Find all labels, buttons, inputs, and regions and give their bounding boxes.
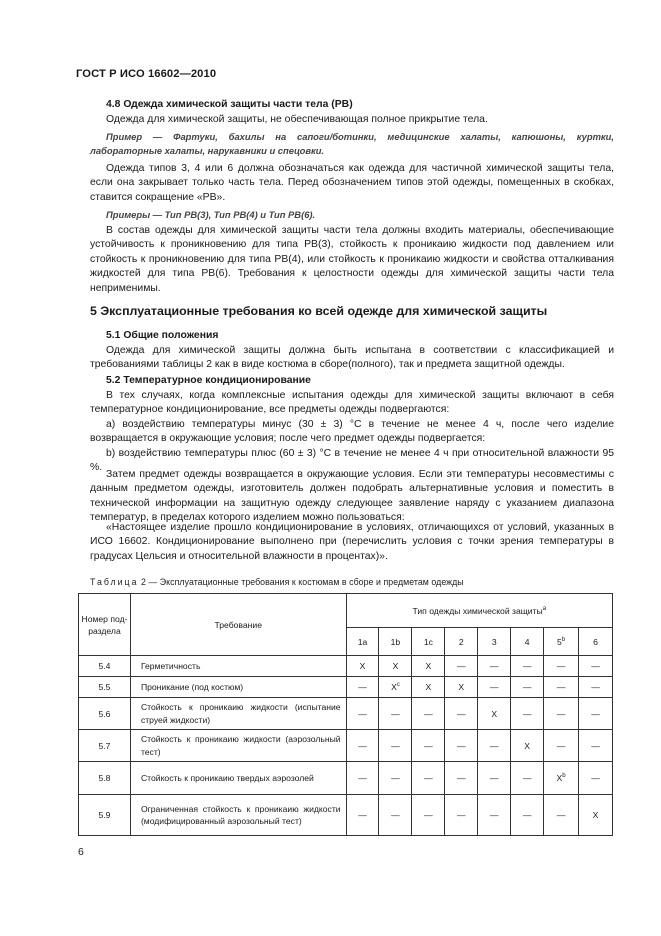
table-type-col — [544, 628, 579, 656]
table-type-col: 3 — [478, 628, 511, 656]
row-requirement: Проникание (под костюм) — [130, 677, 346, 698]
row-cell: — — [412, 795, 445, 836]
section-5-2-quote: «Настоящее изделие прошло кондиционирование в условиях, отличающихся от условий, указанных в ИСО 16602. Кондиционирование выполнено при (перечислить условия с точки зрения температуры в градусах Цельсия и относительной влажности в процентах)». — [90, 522, 614, 562]
section-5-2-item-b: b) воздействию температуры плюс (60 ± 3) °С в течение не менее 4 ч при относительной влажности 95 %. — [90, 448, 614, 474]
row-cell: — — [346, 698, 379, 730]
document-header: ГОСТ Р ИСО 16602—2010 — [76, 68, 217, 80]
row-cell: — — [511, 656, 544, 677]
table-type-col: 4 — [511, 628, 544, 656]
row-number: 5.5 — [79, 677, 131, 698]
table-type-col: 1b — [379, 628, 412, 656]
row-cell: — — [478, 730, 511, 762]
row-cell: X — [412, 656, 445, 677]
row-cell: — — [511, 698, 544, 730]
row-requirement: Герметичность — [130, 656, 346, 677]
table-header-types-label: Тип одежды химической защиты — [412, 605, 543, 616]
row-number: 5.7 — [79, 730, 131, 762]
table-row — [79, 656, 613, 677]
cell-footnote-b: b — [562, 773, 566, 779]
table-row — [79, 698, 613, 730]
row-requirement: Ограниченная стойкость к проникаию жидкости (модифицированный аэрозольный тест) — [130, 795, 346, 836]
section-5-2-item-a: a) воздействию температуры минус (30 ± 3) °С в течение не менее 4 ч, после чего изделие возвращается в окружающие условия; после чего предмет одежды подвергается: — [90, 419, 614, 445]
row-cell: X — [478, 698, 511, 730]
row-number: 5.8 — [79, 762, 131, 795]
row-cell: — — [579, 698, 613, 730]
row-cell: X — [412, 677, 445, 698]
cell-footnote-c: c — [396, 682, 400, 688]
row-cell: — — [379, 730, 412, 762]
page-number: 6 — [78, 846, 84, 858]
row-cell: — — [544, 730, 579, 762]
table-header-types-sup: a — [542, 605, 547, 612]
row-cell: — — [478, 677, 511, 698]
table-header-requirement: Требование — [130, 594, 346, 656]
row-number: 5.6 — [79, 698, 131, 730]
row-cell: — — [346, 677, 379, 698]
row-cell: — — [511, 795, 544, 836]
row-cell: — — [579, 656, 613, 677]
row-cell: — — [379, 795, 412, 836]
section-4-8-paragraph-2: Одежда типов 3, 4 или 6 должна обозначаться как одежда для частичной химической защиты тела, если она закрывает только часть тела. Перед обозначением типов этой одежды, помещенных в скобках, ставится сокращение «PB». — [90, 163, 614, 203]
table-row — [79, 795, 613, 836]
row-cell: X — [579, 795, 613, 836]
row-cell: — — [478, 795, 511, 836]
section-4-8-example: Пример — Фартуки, бахилы на сапоги/ботинки, медицинские халаты, капюшоны, куртки, лабораторные халаты, нарукавники и спецовки. — [90, 131, 614, 157]
row-cell: — — [544, 656, 579, 677]
row-cell: — — [412, 698, 445, 730]
row-cell: X — [511, 730, 544, 762]
row-cell: — — [346, 795, 379, 836]
table-type-5-sup: b — [561, 636, 566, 643]
section-5-2-paragraph-2: Затем предмет одежды возвращается в окружающие условия. Если эти температуры несовместимы с данным предметом одежды, изготовитель должен подобрать альтернативные условия и поместить в технической информации на защитную одежду следующее заявление наряду с указанием диапазона температур, в пределах которого изделием можно пользоваться: — [90, 469, 614, 524]
section-5-1-paragraph: Одежда для химической защиты должна быть испытана в соответствии с классификацией и требованиями таблицы 2 как в виде костюма в сборе(полного), так и предмета защитной одежды. — [90, 345, 614, 371]
row-cell: X — [346, 656, 379, 677]
row-cell: — — [412, 730, 445, 762]
table-caption-text: 2 — Эксплуатационные требования к костюмам в сборе и предметам одежды — [141, 577, 464, 587]
row-cell: — — [445, 656, 478, 677]
row-cell: — — [544, 677, 579, 698]
table-type-col: 1a — [346, 628, 379, 656]
row-cell: — — [346, 762, 379, 795]
row-cell: — — [544, 795, 579, 836]
table-row — [79, 762, 613, 795]
row-cell — [379, 677, 412, 698]
table-caption — [90, 577, 464, 587]
section-5-1-heading: 5.1 Общие положения — [106, 330, 219, 341]
table-header-types — [346, 594, 612, 628]
requirements-table — [78, 593, 613, 836]
row-cell-value: X — [391, 682, 397, 692]
row-requirement: Стойкость к проникаию жидкости (испытание струей жидкости) — [130, 698, 346, 730]
table-caption-word: Таблица — [90, 577, 139, 587]
row-cell: — — [445, 762, 478, 795]
row-requirement: Стойкость к проникаию твердых аэрозолей — [130, 762, 346, 795]
row-cell: — — [379, 698, 412, 730]
section-5-heading: 5 Эксплуатационные требования ко всей одежде для химической защиты — [90, 304, 548, 318]
row-cell: — — [579, 677, 613, 698]
row-cell: X — [379, 656, 412, 677]
section-5-2-heading: 5.2 Температурное кондиционирование — [106, 375, 311, 386]
row-cell: — — [379, 762, 412, 795]
table-type-col: 2 — [445, 628, 478, 656]
section-4-8-paragraph-3: В состав одежды для химической защиты части тела должны входить материалы, обеспечивающие устойчивость к проникновению для типа PB(3), стойкость к проникаию жидкости под давлением или стойкость к проникновению для типа PB(4), или стойкость к проникаию жидкости и свойства отталкивания жидкостей для типа PB(6). Требования к целостности одежды для химической защиты части тела неприменимы. — [90, 225, 614, 294]
row-cell — [544, 762, 579, 795]
row-cell: — — [445, 730, 478, 762]
table-type-col: 1c — [412, 628, 445, 656]
row-number: 5.9 — [79, 795, 131, 836]
row-cell: — — [445, 795, 478, 836]
row-cell: — — [544, 698, 579, 730]
table-type-col: 6 — [579, 628, 613, 656]
section-4-8-paragraph-1: Одежда для химической защиты, не обеспечивающая полное прикрытие тела. — [106, 114, 488, 125]
section-4-8-heading: 4.8 Одежда химической защиты части тела (PB) — [106, 99, 353, 110]
row-number: 5.4 — [79, 656, 131, 677]
row-cell: — — [445, 698, 478, 730]
section-4-8-examples: Примеры — Тип PB(3), Тип PB(4) и Тип PB(6). — [106, 209, 316, 220]
row-cell: — — [579, 730, 613, 762]
row-cell-value: X — [556, 773, 563, 783]
row-cell: — — [511, 762, 544, 795]
row-cell: — — [579, 762, 613, 795]
table-type-col-label: 5 — [556, 636, 562, 647]
table-header-number: Номер под-раздела — [79, 594, 131, 656]
section-5-2-paragraph-1: В тех случаях, когда комплексные испытания одежды для химической защиты включают в себя температурное кондиционирование, все предметы одежды подвергаются: — [90, 390, 614, 416]
row-cell: — — [412, 762, 445, 795]
row-cell: — — [478, 762, 511, 795]
table-row — [79, 677, 613, 698]
row-cell: — — [478, 656, 511, 677]
table-row — [79, 730, 613, 762]
row-cell: — — [511, 677, 544, 698]
row-cell: X — [445, 677, 478, 698]
row-requirement: Стойкость к проникаию жидкости (аэрозольный тест) — [130, 730, 346, 762]
row-cell: — — [346, 730, 379, 762]
